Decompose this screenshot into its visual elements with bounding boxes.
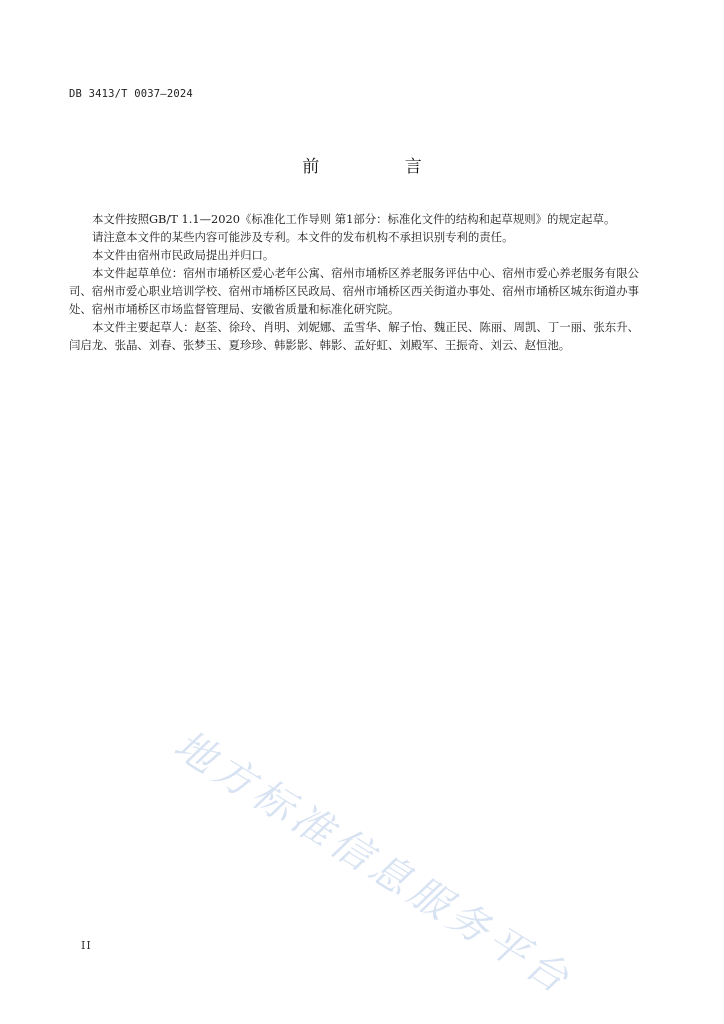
paragraph-proposer: 本文件由宿州市民政局提出并归口。: [92, 248, 275, 262]
paragraph-patent-notice: 请注意本文件的某些内容可能涉及专利。本文件的发布机构不承担识别专利的责任。: [92, 230, 514, 244]
standard-code: DB 3413/T 0037—2024: [69, 88, 193, 100]
paragraph-drafting-rules: 本文件按照GB/T 1.1—2020《标准化工作导则 第1部分：标准化文件的结构和起草规则》的规定起草。: [92, 212, 616, 226]
paragraph-drafters: 本文件主要起草人：赵荃、徐玲、肖明、刘妮娜、孟雪华、解子怡、魏正民、陈丽、周凯、丁一丽、张东升、闫启龙、张晶、刘春、张梦玉、夏珍珍、韩影影、韩影、孟好虹、刘殿军、王振奇、刘云、赵恒池。: [69, 320, 639, 352]
page-title: 前 言: [302, 157, 462, 177]
watermark: 地方标准信息服务平台: [165, 721, 581, 1005]
paragraph-drafting-units: 本文件起草单位：宿州市埇桥区爱心老年公寓、宿州市埇桥区养老服务评估中心、宿州市爱心养老服务有限公司、宿州市爱心职业培训学校、宿州市埇桥区民政局、宿州市埇桥区西关街道办事处、宿州市埇桥区城东街道办事处、宿州市埇桥区市场监督管理局、安徽省质量和标准化研究院。: [69, 266, 639, 316]
page-number: II: [81, 939, 92, 952]
foreword-body: [69, 210, 639, 354]
